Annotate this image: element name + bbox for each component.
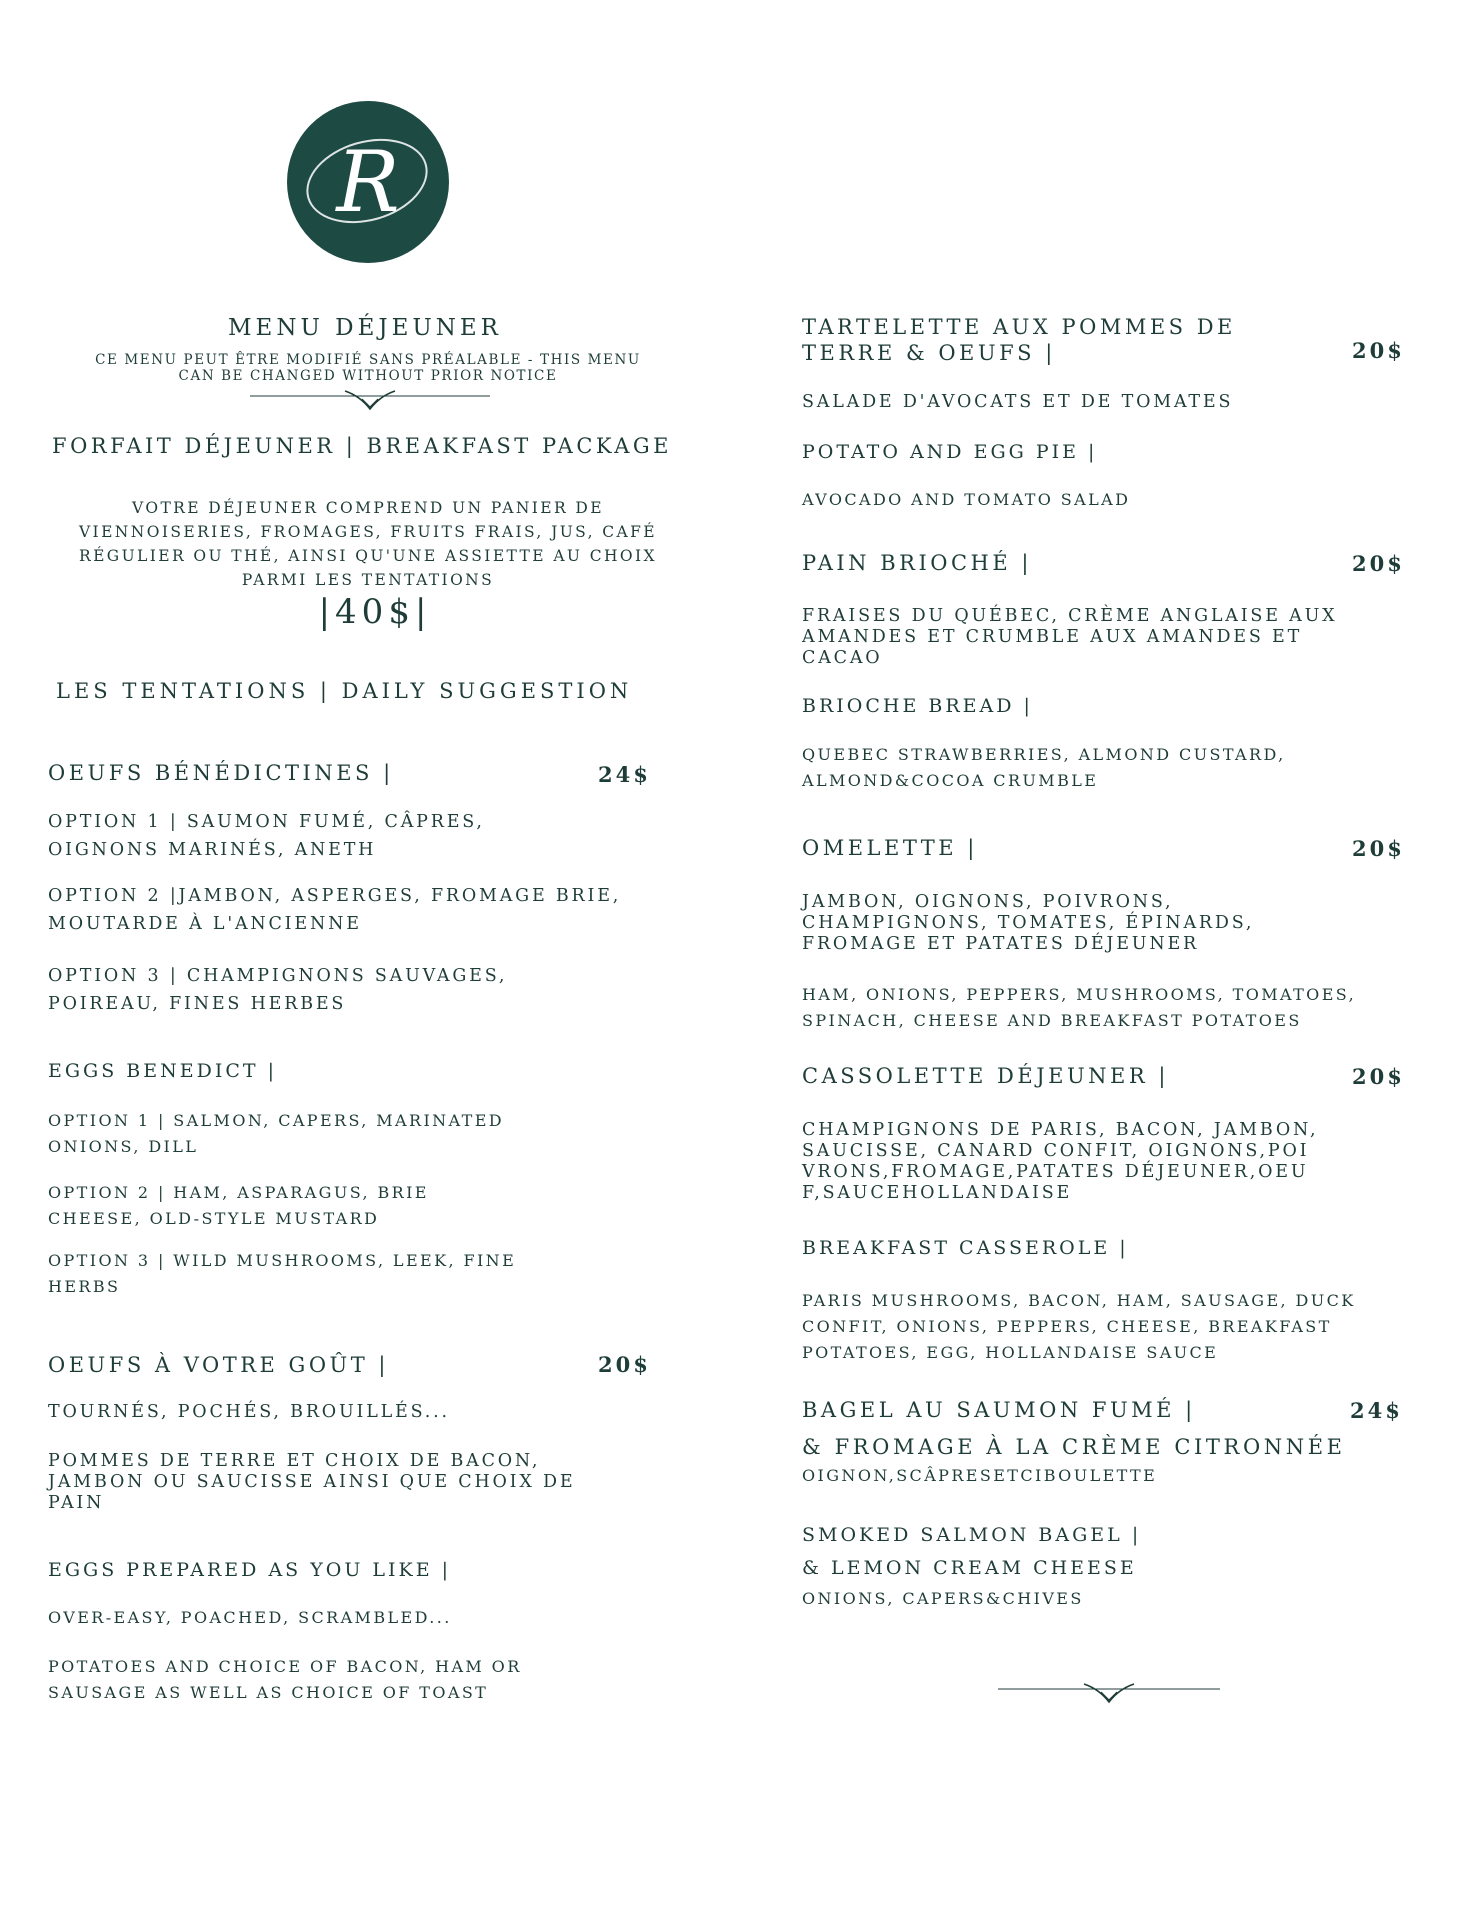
- package-price: |40$|: [318, 592, 432, 632]
- tartelette-desc-en: AVOCADO AND TOMATO SALAD: [802, 490, 1131, 509]
- tentations-title: LES TENTATIONS | DAILY SUGGESTION: [56, 679, 633, 703]
- eggs-fr-line2: POMMES DE TERRE ET CHOIX DE BACON, JAMBON OU SAUCISSE AINSI QUE CHOIX DE PAIN: [48, 1451, 576, 1513]
- brioche-desc-fr: FRAISES DU QUÉBEC, CRÈME ANGLAISE AUX AMANDES ET CRUMBLE AUX AMANDES ET CACAO: [802, 606, 1338, 668]
- eggs-fr-line1: TOURNÉS, POCHÉS, BROUILLÉS...: [48, 1402, 450, 1422]
- item-name-tartelette: TARTELETTE AUX POMMES DE TERRE & OEUFS |: [802, 315, 1236, 365]
- tartelette-desc-fr: SALADE D'AVOCATS ET DE TOMATES: [802, 392, 1234, 412]
- omelette-desc-fr: JAMBON, OIGNONS, POIVRONS, CHAMPIGNONS, TOMATES, ÉPINARDS, FROMAGE ET PATATES DÉJEUNER: [802, 892, 1255, 954]
- item-name-benedict-en: EGGS BENEDICT |: [48, 1060, 277, 1082]
- option-benedict-en-1: OPTION 1 | SALMON, CAPERS, MARINATED ONIONS, DILL: [48, 1111, 505, 1156]
- option-benedict-fr-2: OPTION 2 |JAMBON, ASPERGES, FROMAGE BRIE, MOUTARDE À L'ANCIENNE: [48, 886, 622, 934]
- eggs-en-line1: OVER-EASY, POACHED, SCRAMBLED...: [48, 1608, 452, 1627]
- price-cassolette: 20$: [1352, 1064, 1405, 1089]
- brioche-desc-en: QUEBEC STRAWBERRIES, ALMOND CUSTARD, ALMOND&COCOA CRUMBLE: [802, 745, 1286, 790]
- option-benedict-en-3: OPTION 3 | WILD MUSHROOMS, LEEK, FINE HERBS: [48, 1251, 517, 1296]
- item-name-brioche-en: BRIOCHE BREAD |: [802, 695, 1033, 717]
- item-name-cassolette: CASSOLETTE DÉJEUNER |: [802, 1064, 1169, 1088]
- option-benedict-fr-1: OPTION 1 | SAUMON FUMÉ, CÂPRES, OIGNONS MARINÉS, ANETH: [48, 812, 485, 860]
- package-title: FORFAIT DÉJEUNER | BREAKFAST PACKAGE: [52, 434, 672, 458]
- price-benedict: 24$: [598, 762, 651, 787]
- price-tartelette: 20$: [1352, 338, 1405, 363]
- ornament-divider-icon: [250, 387, 490, 413]
- notice-text: CE MENU PEUT ÊTRE MODIFIÉ SANS PRÉALABLE - THIS MENU CAN BE CHANGED WITHOUT PRIOR NOTICE: [95, 352, 641, 384]
- cassolette-desc-fr: CHAMPIGNONS DE PARIS, BACON, JAMBON, SAUCISSE, CANARD CONFIT, OIGNONS,POIVRONS,FROMAGE,PATATES DÉJEUNER,OEUF,SAUCEHOLLANDAISE: [802, 1120, 1319, 1203]
- item-name-bagel: BAGEL AU SAUMON FUMÉ |: [802, 1398, 1196, 1422]
- item-name-cassolette-en: BREAKFAST CASSEROLE |: [802, 1237, 1129, 1259]
- page-title: MENU DÉJEUNER: [227, 315, 502, 341]
- cassolette-desc-en: PARIS MUSHROOMS, BACON, HAM, SAUSAGE, DUCK CONFIT, ONIONS, PEPPERS, CHEESE, BREAKFAST POTATOES, EGG, HOLLANDAISE SAUCE: [802, 1291, 1356, 1362]
- price-omelette: 20$: [1352, 836, 1405, 861]
- package-description: VOTRE DÉJEUNER COMPREND UN PANIER DE VIENNOISERIES, FROMAGES, FRUITS FRAIS, JUS, CAFÉ RÉGULIER OU THÉ, AINSI QU'UNE ASSIETTE AU CHOIX PARMI LES TENTATIONS: [78, 499, 658, 589]
- item-name-tartelette-en: POTATO AND EGG PIE |: [802, 441, 1098, 463]
- item-name-benedict-fr: OEUFS BÉNÉDICTINES |: [48, 761, 394, 785]
- item-name-bagel-en: SMOKED SALMON BAGEL |: [802, 1524, 1142, 1546]
- price-eggs: 20$: [598, 1352, 651, 1377]
- logo-letter: R: [336, 133, 400, 231]
- option-benedict-en-2: OPTION 2 | HAM, ASPARAGUS, BRIE CHEESE, OLD-STYLE MUSTARD: [48, 1183, 429, 1228]
- option-benedict-fr-3: OPTION 3 | CHAMPIGNONS SAUVAGES, POIREAU, FINES HERBES: [48, 966, 508, 1014]
- item-name-brioche: PAIN BRIOCHÉ |: [802, 551, 1032, 575]
- item-name-omelette: OMELETTE |: [802, 836, 978, 860]
- price-bagel: 24$: [1350, 1398, 1403, 1423]
- bagel-desc-en: ONIONS, CAPERS&CHIVES: [802, 1589, 1084, 1608]
- bagel-desc-fr: OIGNON,SCÂPRESETCIBOULETTE: [802, 1466, 1158, 1485]
- price-brioche: 20$: [1352, 551, 1405, 576]
- omelette-desc-en: HAM, ONIONS, PEPPERS, MUSHROOMS, TOMATOES, SPINACH, CHEESE AND BREAKFAST POTATOES: [802, 985, 1357, 1030]
- bagel-sub-fr: & FROMAGE À LA CRÈME CITRONNÉE: [802, 1435, 1346, 1459]
- ornament-divider-icon: [998, 1680, 1220, 1706]
- eggs-en-line2: POTATOES AND CHOICE OF BACON, HAM OR SAUSAGE AS WELL AS CHOICE OF TOAST: [48, 1657, 522, 1702]
- logo-monogram-icon: [287, 101, 449, 263]
- item-name-eggs-fr: OEUFS À VOTRE GOÛT |: [48, 1353, 390, 1377]
- bagel-sub-en: & LEMON CREAM CHEESE: [802, 1557, 1137, 1579]
- item-name-eggs-en: EGGS PREPARED AS YOU LIKE |: [48, 1559, 452, 1581]
